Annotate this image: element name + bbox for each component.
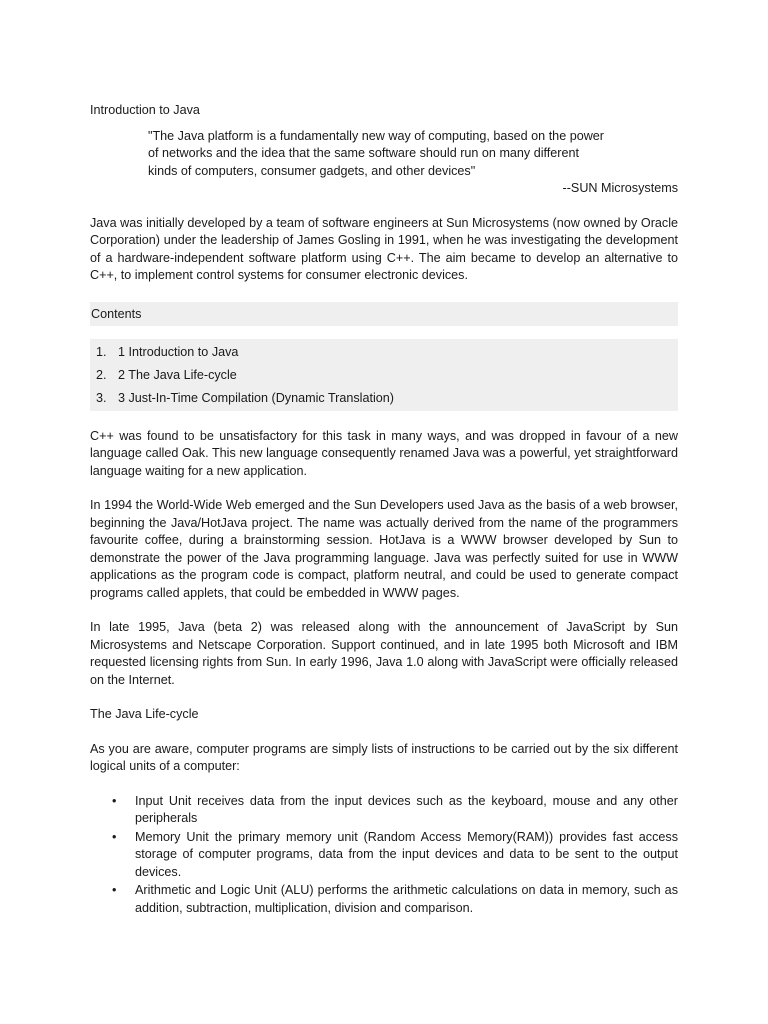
list-item-text: Input Unit receives data from the input devices such as the keyboard, mouse and any other peripherals <box>135 793 678 825</box>
quote-attribution: --SUN Microsystems <box>562 181 678 195</box>
bullet-icon: • <box>112 829 117 844</box>
toc-link[interactable]: 3 Just-In-Time Compilation (Dynamic Translation) <box>118 390 394 405</box>
list-item-text: Memory Unit the primary memory unit (Random Access Memory(RAM)) provides fast access storage of computer programs, data from the input devices and data to be sent to the output devices. <box>135 829 678 879</box>
intro-paragraph: Java was initially developed by a team of software engineers at Sun Microsystems (now owned by Oracle Corporation) under the leadership of James Gosling in 1991, when he was investigating the development of a hardware-independent software platform using C++. The aim became to develop an alternative to C++, to implement control systems for consumer electronic devices. <box>90 215 678 282</box>
release-paragraph: In late 1995, Java (beta 2) was released along with the announcement of JavaScript by Sun Microsystems and Netscape Corporation. Support continued, and in late 1995 both Microsoft and IBM requested licensing rights from Sun. In early 1996, Java 1.0 along with JavaScript were officially released on the Internet. <box>90 620 678 687</box>
lifecycle-heading: The Java Life-cycle <box>90 707 199 721</box>
toc-number: 3. <box>96 390 107 405</box>
oak-paragraph: C++ was found to be unsatisfactory for this task in many ways, and was dropped in favour of a new language called Oak. This new language consequently renamed Java was a powerful, yet straightforward language waiting for a new application. <box>90 428 678 478</box>
list-item <box>90 793 678 828</box>
logical-units-list <box>90 793 678 918</box>
list-item-text: Arithmetic and Logic Unit (ALU) performs the arithmetic calculations on data in memory, such as addition, subtraction, multiplication, division and comparison. <box>135 883 678 915</box>
toc-item-lifecycle[interactable] <box>96 364 678 387</box>
bullet-icon: • <box>112 883 117 897</box>
quote-line: "The Java platform is a fundamentally new way of computing, based on the power <box>148 128 604 143</box>
toc-number: 2. <box>96 367 107 382</box>
bullet-icon: • <box>112 793 117 808</box>
list-item <box>90 829 678 882</box>
contents-header <box>90 302 678 326</box>
toc-link[interactable]: 2 The Java Life-cycle <box>118 367 237 382</box>
toc-item-introduction[interactable] <box>96 341 678 364</box>
document-title: Introduction to Java <box>90 103 200 117</box>
table-of-contents <box>90 339 678 411</box>
logical-units-paragraph: As you are aware, computer programs are simply lists of instructions to be carried out by the six different logical units of a computer: <box>90 741 678 773</box>
toc-number: 1. <box>96 344 107 359</box>
hotjava-paragraph: In 1994 the World-Wide Web emerged and the Sun Developers used Java as the basis of a web browser, beginning the Java/HotJava project. The name was actually derived from the name of the programmers favourite coffee, during a brainstorming session. HotJava is a WWW browser developed by Sun to demonstrate the power of the Java programming language. Java was perfectly suited for use in WWW applications as the program code is compact, platform neutral, and could be used to generate compact programs called applets, that could be embedded in WWW pages. <box>90 498 678 600</box>
toc-link[interactable]: 1 Introduction to Java <box>118 344 239 359</box>
list-item <box>90 882 678 917</box>
document-page <box>90 102 678 918</box>
contents-label: Contents <box>91 306 142 321</box>
quote-block <box>148 128 678 198</box>
toc-item-jit[interactable] <box>96 387 678 410</box>
quote-line: kinds of computers, consumer gadgets, and other devices" <box>148 163 476 178</box>
quote-line: of networks and the idea that the same software should run on many different <box>148 146 580 160</box>
